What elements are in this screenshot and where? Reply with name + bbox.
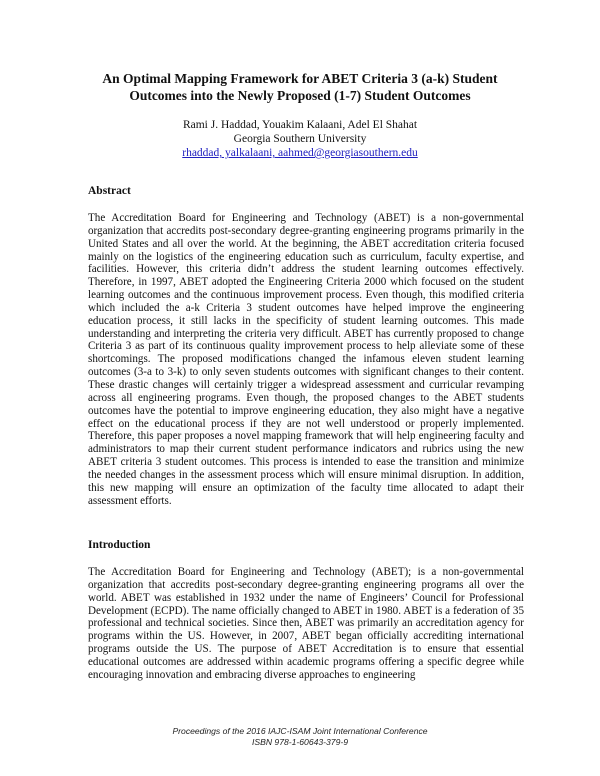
page-footer xyxy=(60,726,540,748)
abstract-text: The Accreditation Board for Engineering and Technology (ABET) is a non-governmental organization that accredits post-secondary degree-granting engineering programs primarily in the United States and all over the world. At the beginning, the ABET accreditation criteria focused mainly on the logistics of the engineering education such as curriculum, faculty expertise, and facilities. However, this criteria didn’t address the student learning outcomes effectively. Therefore, in 1997, ABET adopted the Engineering Criteria 2000 which focused on the student learning outcomes and the continuous improvement process. Even though, this modified criteria which included the a-k Criteria 3 student outcomes have helped improve the engineering education process, it still lacks in the specificity of student learning outcomes. This made understanding and interpreting the criteria very difficult. ABET has currently proposed to change Criteria 3 as part of its continuous quality improvement process to help alleviate some of these shortcomings. The proposed modifications changed the infamous eleven student learning outcomes (3-a to 3-k) to only seven students outcomes with significant changes to their content. These drastic changes will certainly trigger a widespread assessment and curricular revamping across all engineering programs. Even though, the proposed changes to the ABET students outcomes have the potential to improve engineering education, they also might have a negative effect on the educational process if they are not well understood or properly implemented. Therefore, this paper proposes a novel mapping framework that will help engineering faculty and administrators to map their current student performance indicators and rubrics using the new ABET criteria 3 student outcomes. This process is intended to ease the transition and minimize the needed changes in the assessment process which will ensure minimal disruption. In addition, this new mapping will ensure an optimization of the faculty time allocated to adapt their assessment efforts. xyxy=(88,212,524,507)
paper-title xyxy=(60,70,540,104)
introduction-heading: Introduction xyxy=(88,539,151,551)
abstract-heading: Abstract xyxy=(88,185,131,197)
footer-isbn: ISBN 978-1-60643-379-9 xyxy=(251,737,349,747)
author-affiliation: Georgia Southern University xyxy=(233,133,367,145)
footer-proceedings: Proceedings of the 2016 IAJC-ISAM Joint International Conference xyxy=(172,726,428,736)
author-block xyxy=(60,118,540,160)
title-line-1: An Optimal Mapping Framework for ABET Criteria 3 (a-k) Student xyxy=(102,71,498,86)
author-names: Rami J. Haddad, Youakim Kalaani, Adel El Shahat xyxy=(182,119,418,131)
introduction-text: The Accreditation Board for Engineering and Technology (ABET); is a non-governmental organization that accredits post-secondary degree-granting engineering programs all over the world. ABET was established in 1932 under the name of Engineers’ Council for Professional Development (ECPD). The name officially changed to ABET in 1980. ABET is a federation of 35 professional and technical societies. Since then, ABET was primarily an accreditation agency for programs within the US. However, in 2007, ABET began officially accrediting international programs outside the US. The purpose of ABET Accreditation is to ensure that essential educational outcomes are addressed within academic programs offering a specific degree while encouraging innovation and embracing diverse approaches to engineering xyxy=(88,566,524,681)
title-line-2: Outcomes into the Newly Proposed (1-7) Student Outcomes xyxy=(129,88,471,103)
author-email-link[interactable]: rhaddad, yalkalaani, aahmed@georgiasouthern.edu xyxy=(182,147,418,159)
